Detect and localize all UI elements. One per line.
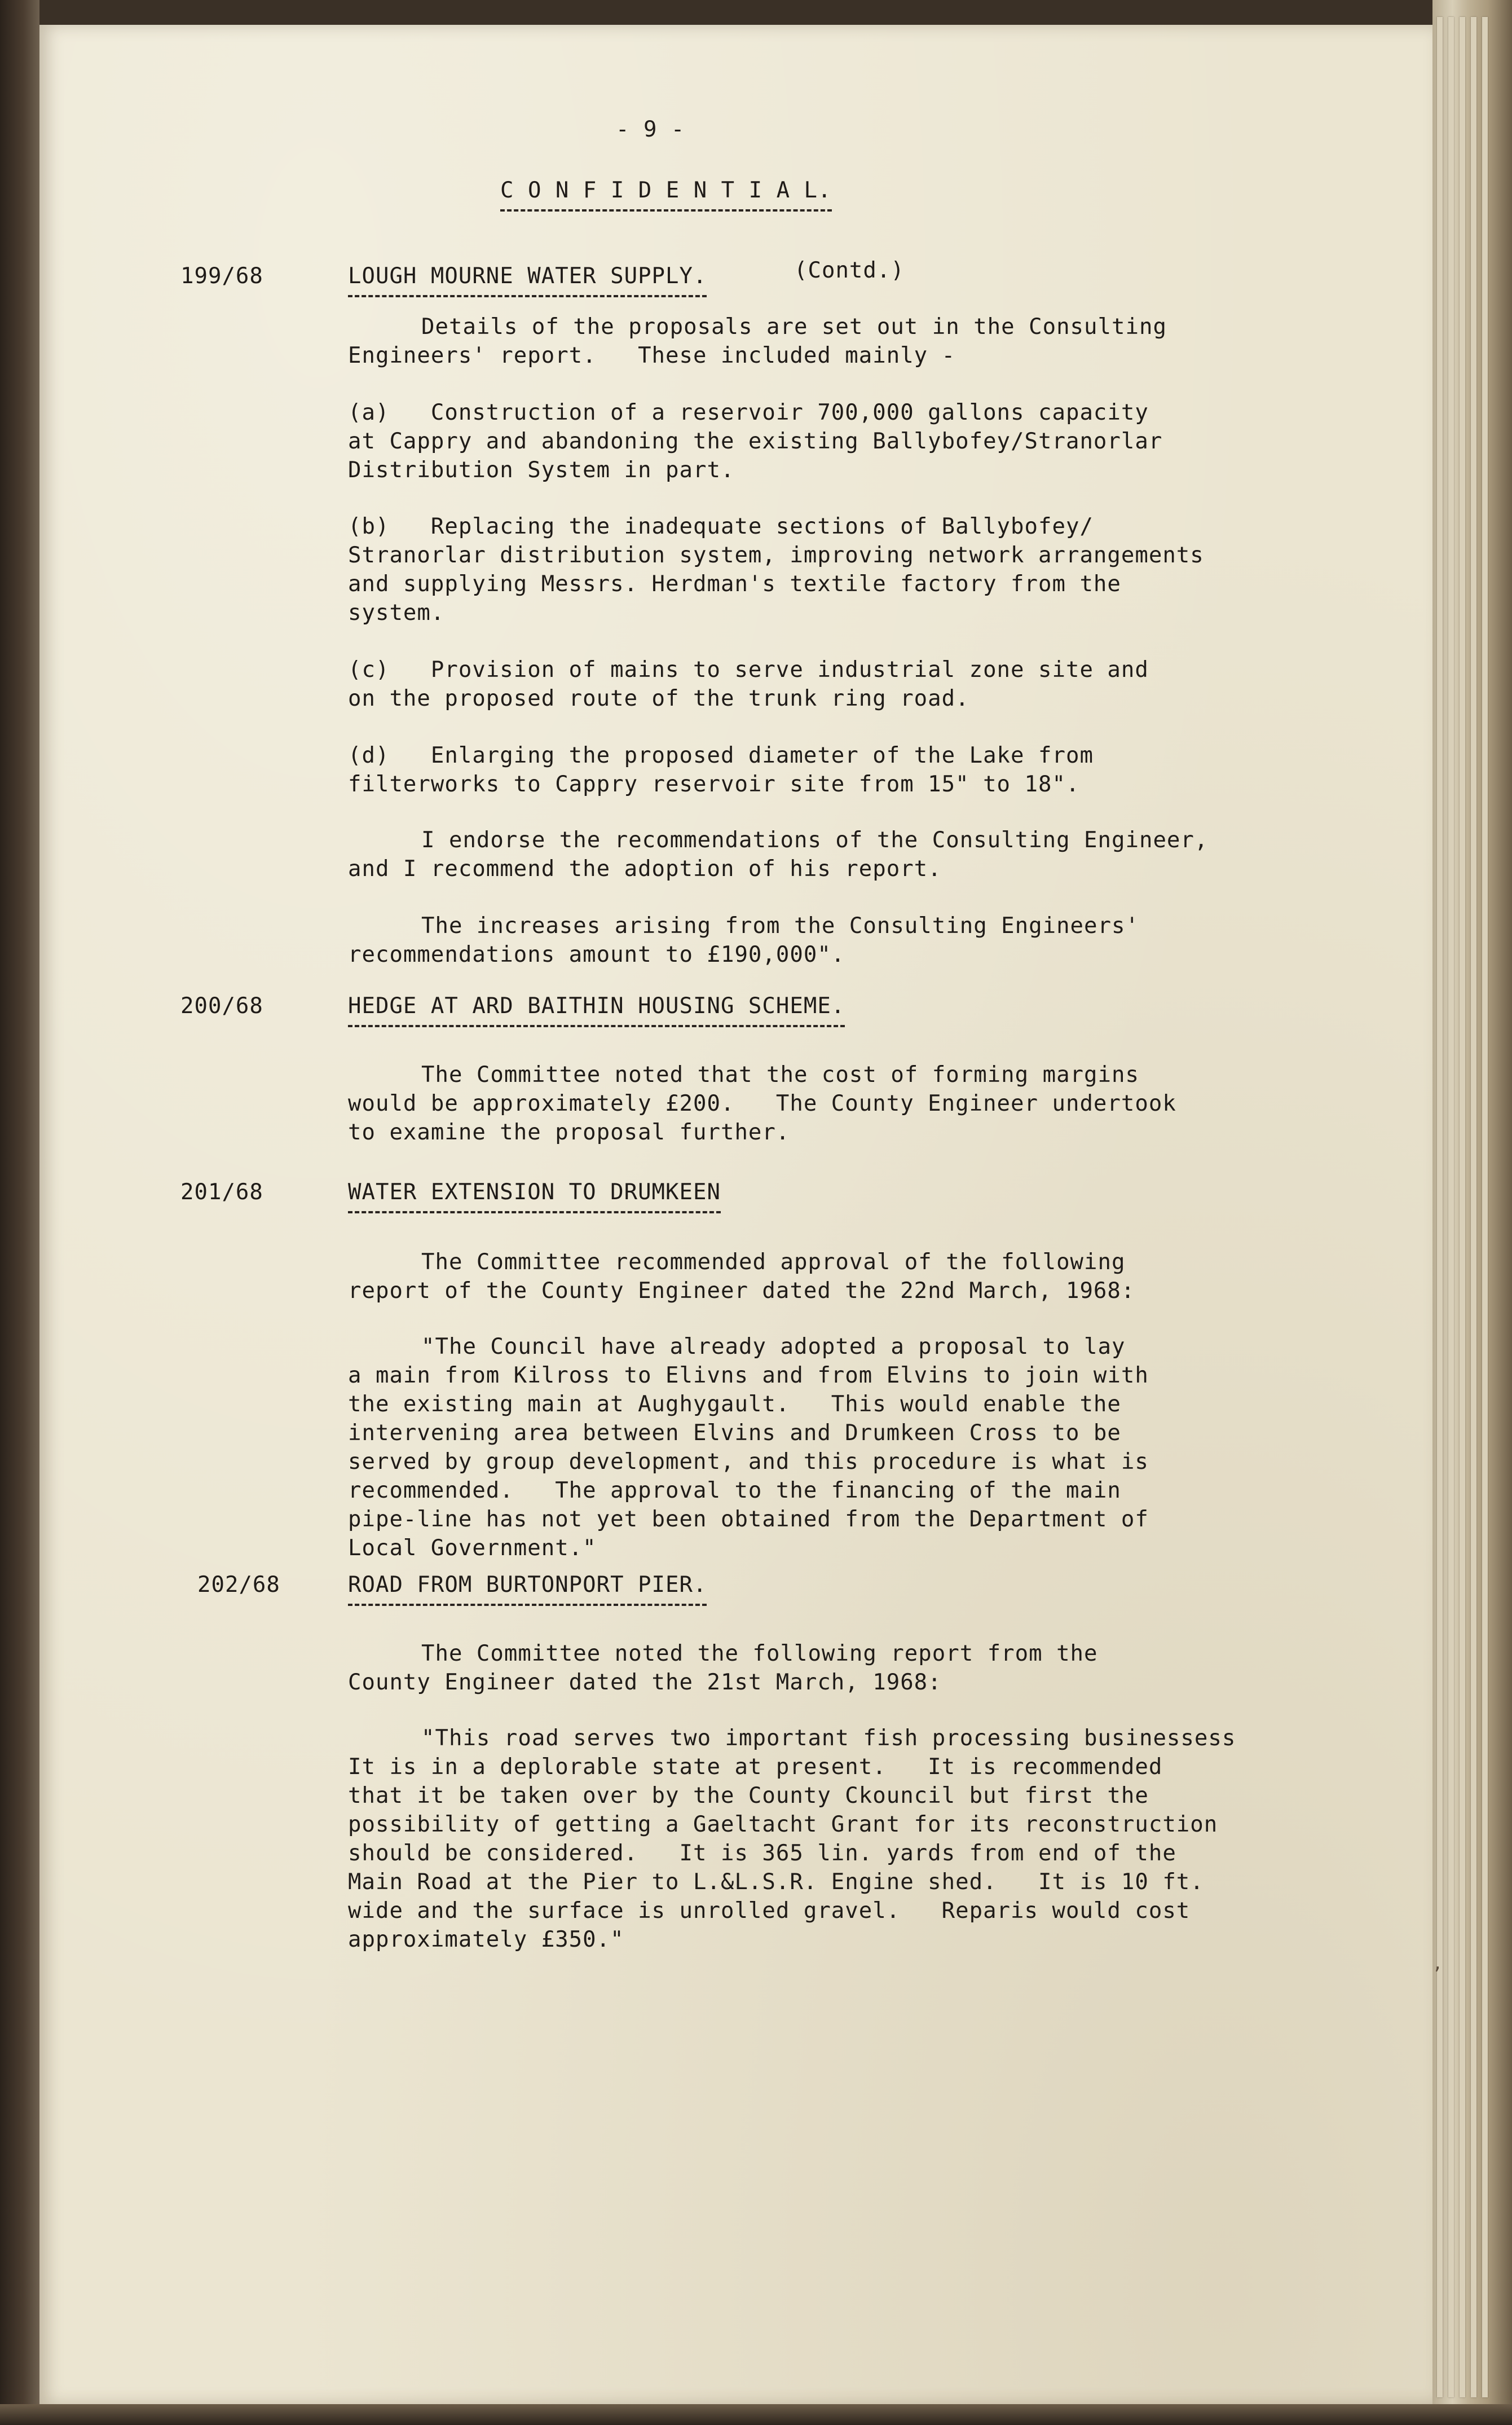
minute-number: 199/68 bbox=[180, 263, 263, 289]
quoted-report: "The Council have already adopted a proposal to lay a main from Kilross to Elivns and from Elvins to join with the existing main at Aughygault. This would enable the intervening area between Elvins and Drumkeen Cross to be served by group development, and this procedure is what is recommended. The approval to the financing of the main pipe-line has not yet been obtained from the Department of Local Government." bbox=[348, 1334, 1149, 1561]
table-surface bbox=[0, 2404, 1512, 2425]
paragraph: The Committee recommended approval of the following report of the County Engineer dated the 22nd March, 1968: bbox=[348, 1249, 1135, 1304]
paragraph-d: (d) Enlarging the proposed diameter of the Lake from filterworks to Cappry reservoir site from 15" to 18". bbox=[348, 743, 1094, 797]
paragraph: The increases arising from the Consulting Engineers' recommendations amount to £190,000". bbox=[348, 913, 1139, 967]
page-number: - 9 - bbox=[616, 117, 685, 142]
document-page bbox=[39, 25, 1443, 2404]
page-edge bbox=[1460, 17, 1465, 2397]
paragraph-b: (b) Replacing the inadequate sections of Ballybofey/ Stranorlar distribution system, improving network arrangements and supplying Messrs. Herdman's textile factory from the system. bbox=[348, 514, 1204, 626]
page-edges bbox=[1432, 0, 1512, 2425]
minute-number: 202/68 bbox=[197, 1572, 280, 1597]
page-edge bbox=[1471, 17, 1476, 2397]
minute-number: 201/68 bbox=[180, 1180, 263, 1205]
paragraph-a: (a) Construction of a reservoir 700,000 gallons capacity at Cappry and abandoning the existing Ballybofey/Stranorlar Distribution System in part. bbox=[348, 400, 1163, 483]
page-edge bbox=[1437, 17, 1443, 2397]
paragraph: I endorse the recommendations of the Consulting Engineer, and I recommend the adoption of his report. bbox=[348, 828, 1209, 882]
quoted-report: "This road serves two important fish processing businessess It is in a deplorable state at present. It is recommended that it be taken over by the County Ckouncil but first the possibility of getting a Gaeltacht Grant for its reconstruction should be considered. It is 365 lin. yards from end of the Main Road at the Pier to L.&L.S.R. Engine shed. It is 10 ft. wide and the surface is unrolled gravel. Reparis would cost approximately £350." bbox=[348, 1726, 1236, 1952]
confidential-header: C O N F I D E N T I A L. bbox=[500, 176, 832, 212]
minute-number: 200/68 bbox=[180, 993, 263, 1019]
minute-title: WATER EXTENSION TO DRUMKEEN bbox=[348, 1178, 721, 1213]
page-edge bbox=[1448, 17, 1454, 2397]
minute-title-note: (Contd.) bbox=[794, 258, 905, 283]
paragraph: Details of the proposals are set out in the Consulting Engineers' report. These included mainly - bbox=[348, 314, 1167, 368]
minute-title: HEDGE AT ARD BAITHIN HOUSING SCHEME. bbox=[348, 992, 845, 1027]
minute-title: ROAD FROM BURTONPORT PIER. bbox=[348, 1570, 707, 1606]
binding-shadow bbox=[0, 0, 39, 2425]
paragraph-c: (c) Provision of mains to serve industrial zone site and on the proposed route of the trunk ring road. bbox=[348, 657, 1149, 711]
paragraph: The Committee noted the following report from the County Engineer dated the 21st March, 1968: bbox=[348, 1641, 1098, 1695]
minute-title: LOUGH MOURNE WATER SUPPLY. bbox=[348, 262, 707, 297]
page-edge bbox=[1482, 17, 1488, 2397]
ink-mark: ‚ bbox=[1432, 1954, 1443, 1974]
paragraph: The Committee noted that the cost of forming margins would be approximately £200. The County Engineer undertook to examine the proposal further. bbox=[348, 1062, 1176, 1145]
